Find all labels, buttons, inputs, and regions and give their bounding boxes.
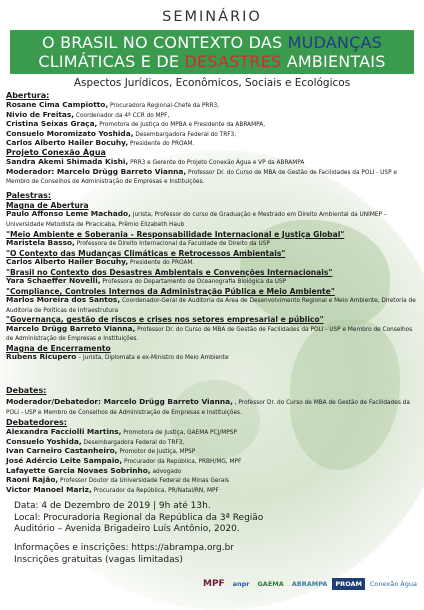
list-item: Moderador: Marcelo Drügg Barreto Vianna, Professor Dr. do Curso de MBA de Gestão de Facilidades da POLI - USP e Membro de Conselhos de Administração de Empresas e Instituições. [6, 166, 397, 186]
list-item: Raoni Rajão, Professor Doutor da Universidade Federal de Minas Gerais [6, 475, 229, 485]
list-item: José Adércio Leite Sampaio, Procurador da República, PRBH/MG, MPF [6, 455, 242, 465]
list-item: Sandra Akemi Shimada Kishi, PRR3 e Gerente do Projeto Conexão Água e VP da ABRAMPA [6, 157, 305, 166]
talk-title: "Compliance, Controles Internos da Administração Pública e Meio Ambiente" [6, 286, 335, 296]
list-item: Cristina Seixas Graça, Promotora de Justiça do MPBA e Presidente da ABRAMPA, [6, 119, 266, 129]
registration-link[interactable]: Informações e inscrições: https://abrampa.org.br [14, 543, 235, 553]
title-banner [10, 30, 414, 74]
list-item: Victor Manoel Mariz, Procurador da República, PR/Natal/RN, MPF [6, 484, 219, 494]
seminar-label: SEMINÁRIO [162, 9, 262, 25]
section-heading: Projeto Conexão Água [6, 148, 106, 157]
list-item: Maristela Basso, Professora de Direito Internacional da Faculdade de Direito da USP [6, 238, 270, 247]
list-item: Carlos Alberto Hailer Bocuhy, Presidente do PROAM. [6, 138, 195, 148]
conexao-agua-logo: Conexão Água [369, 580, 417, 588]
talk-title: "O Contexto das Mudanças Climáticas e Retrocessos Ambientais" [6, 248, 286, 258]
talk-title: "Brasil no Contexto dos Desastres Ambientais e Convenções Internacionais" [6, 267, 333, 277]
talk-title: Magna de Encerramento [6, 343, 111, 353]
list-item: Rubens Ricupero – Jurista, Diplomata e ex-Ministro do Meio Ambiente [6, 352, 229, 362]
list-item: Marlos Moreira dos Santos, Coordenador-Geral de Auditoria da Área de Desenvolvimento Regional e Meio Ambiente, Diretoria de Auditoria de Políticas de Infraestrutura [6, 295, 416, 314]
gaema-logo: GAEMA [257, 580, 284, 588]
list-item: Alexandra Facciolli Martins, Promotora de Justiça, GAEMA PCJ/MPSP [6, 427, 237, 437]
list-item: Nivio de Freitas, Coordenador da 4ª CCR do MPF, [6, 109, 170, 119]
list-item: Rosane Cima Campiotto, Procuradora Regional-Chefe da PRR3, [6, 100, 220, 109]
list-item: Lafayette Garcia Novaes Sobrinho, advogado [6, 465, 182, 475]
list-item: Paulo Affonso Leme Machado, Jurista, Professor do curso de Graduação e Mestrado em Direito Ambiental da UNIMEP – Universidade Metodista de Piracicaba, Prêmio Elizabeth Haub [6, 209, 387, 228]
section-heading: Debatedores: [6, 418, 67, 428]
title-text: O BRASIL NO CONTEXTO DAS [42, 33, 288, 52]
abrampa-logo: ABRAMPA [291, 580, 328, 588]
registration-note: Inscrições gratuitas (vagas limitadas) [14, 554, 183, 565]
registration-info [14, 543, 414, 566]
list-item: Consuelo Moromizato Yoshida, Desembargadora Federal do TRF3, [6, 128, 237, 138]
list-item: Ivan Carneiro Castanheiro, Promotor de Justiça, MPSP [6, 446, 196, 456]
section-debates [6, 386, 420, 495]
mpf-logo: MPF [203, 579, 225, 589]
list-item: Consuelo Yoshida, Desembargadora Federal do TRF3, [6, 436, 185, 446]
proam-logo: PROAM [332, 578, 365, 590]
list-item: Yara Schaeffer Novelli, Professora do Departamento de Oceanografia Biológica da USP [6, 276, 287, 285]
title-text: CLIMÁTICAS E DE [38, 52, 185, 71]
list-item: Carlos Alberto Hailer Bocuhy, Presidente do PROAM. [6, 257, 195, 266]
section-heading: Palestras: [6, 191, 52, 200]
subtitle: Aspectos Jurídicos, Econômicos, Sociais e Ecológicos [73, 77, 351, 89]
title-line-1 [10, 33, 414, 52]
title-text: AMBIENTAIS [281, 52, 386, 71]
anpr-logo: anpr [232, 580, 250, 588]
title-line-2 [10, 52, 414, 71]
section-heading: Debates: [6, 386, 47, 395]
section-projeto [6, 148, 420, 187]
sponsor-logos [200, 574, 420, 594]
list-item: Marcelo Drügg Barreto Vianna, Professor Dr. do Curso de MBA de Gestão de Facilidades da POLI - USP e Membro de Conselhos de Administração de Empresas e Instituições. [6, 323, 413, 343]
talk-title: "Meio Ambiente e Soberania - Responsabilidade Internacional e Justiça Global" [6, 229, 345, 239]
section-abertura [6, 91, 420, 149]
section-heading: Abertura: [6, 91, 50, 100]
section-palestras [6, 191, 420, 363]
event-location: Local: Procuradoria Regional da República da 3ª Região [14, 512, 264, 523]
event-date: Data: 4 de Dezembro de 2019 | 9h até 13h. [14, 501, 211, 511]
title-highlight-blue: MUDANÇAS [287, 33, 382, 52]
talk-title: "Governança, gestão de riscos e crises nos setores empresarial e público" [6, 315, 324, 325]
event-details [14, 501, 414, 536]
event-auditorium: Auditório – Avenida Brigadeiro Luís Antônio, 2020. [14, 524, 240, 534]
title-highlight-red: DESASTRES [184, 52, 282, 71]
talk-title: Magna de Abertura [6, 201, 89, 210]
list-item: Moderador/Debatedor: Marcelo Drügg Barreto Vianna, , Professor Dr. do Curso de MBA de Gestão de Facilidades da POLI - USP e Membro de Conselhos de Administração de Empresas e Instituições. [6, 397, 410, 416]
